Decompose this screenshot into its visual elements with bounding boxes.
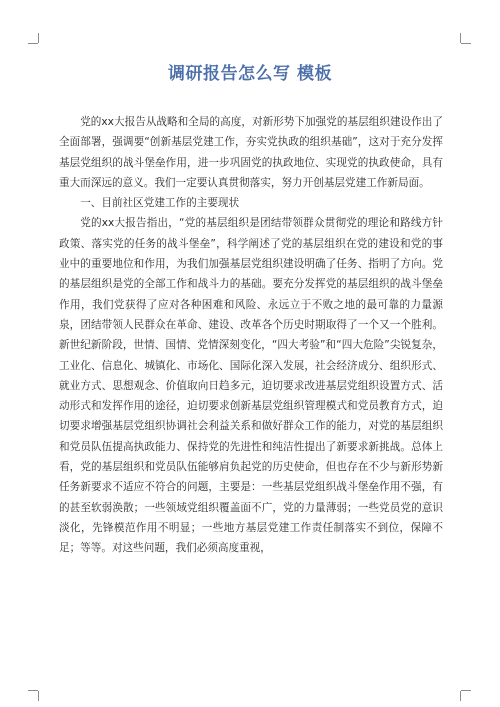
document-body xyxy=(59,112,443,559)
section-heading: 一、目前社区党建工作的主要现状 xyxy=(80,197,240,210)
body-paragraph: 党的xx大报告指出，“党的基层组织是团结带领群众贯彻党的理论和路线方针政策、落实党的任务的战斗堡垒”，科学阐述了党的基层组织在党的建设和党的事业中的重要地位和作用，为我们加强基层党组织建设明确了任务、指明了方向。党的基层组织是党的全部工作和战斗力的基础。要充分发挥党的基层组织的战斗堡垒作用，我们党获得了应对各种困难和风险、永远立于不败之地的最可靠的力量源泉，团结带领人民群众在革命、建设、改革各个历史时期取得了一个又一个胜利。新世纪新阶段，世情、国情、党情深刻变化，“四大考验”和“四大危险”尖锐复杂，工业化、信息化、城镇化、市场化、国际化深入发展，社会经济成分、组织形式、就业方式、思想观念、价值取向日趋多元，迫切要求改进基层党组织设置方式、活动形式和发挥作用的途径，迫切要求创新基层党组织管理模式和党员教育方式，迫切要求增强基层党组织协调社会利益关系和做好群众工作的能力，对党的基层组织和党员队伍提高执政能力、保持党的先进性和纯洁性提出了新要求新挑战。总体上看，党的基层组织和党员队伍能够肩负起党的历史使命，但也存在不少与新形势新任务新要求不适应不符合的问题，主要是：一些基层党组织战斗堡垒作用不强，有的甚至软弱涣散；一些领域党组织覆盖面不广，党的力量薄弱；一些党员党的意识淡化，先锋模范作用不明显；一些地方基层党建工作责任制落实不到位，保障不足；等等。对这些问题，我们必须高度重视， xyxy=(59,217,443,555)
intro-paragraph: 党的xx大报告从战略和全局的高度，对新形势下加强党的基层组织建设作出了全面部署，强调要“创新基层党建工作，夯实党执政的组织基础”，这对于充分发挥基层党组织的战斗堡垒作用，进一步巩固党的执政地位、实现党的执政使命，具有重大而深远的意义。我们一定要认真贯彻落实，努力开创基层党建工作新局面。 xyxy=(59,116,443,189)
document-title: 调研报告怎么写 模板 xyxy=(168,64,332,84)
